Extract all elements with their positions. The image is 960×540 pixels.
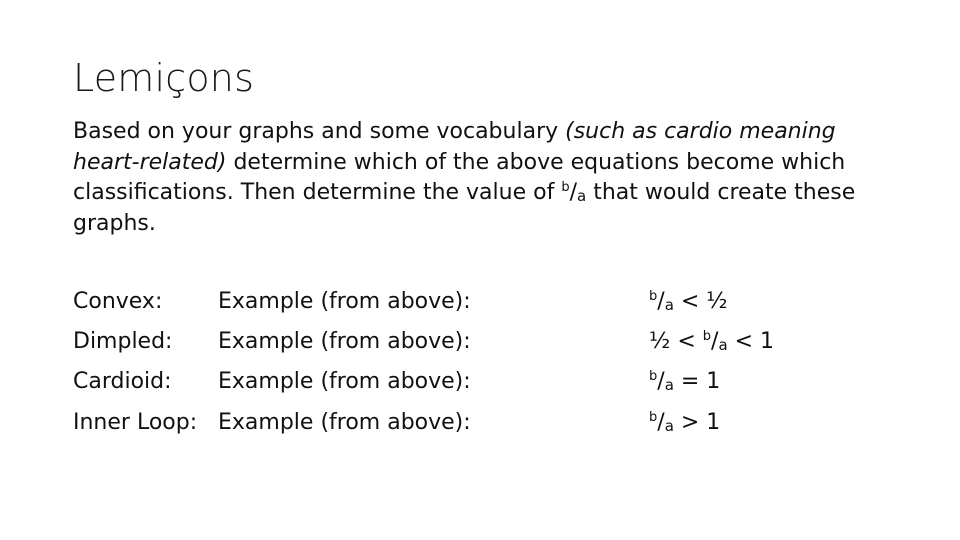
fraction-denominator: a [577,187,587,205]
condition-suffix: > 1 [673,410,721,435]
classification-label: Dimpled: [73,329,173,354]
fraction-numerator: b [649,410,658,425]
example-prompt: Example (from above): [218,289,471,314]
fraction-numerator: b [649,289,658,304]
ratio-condition [649,362,720,402]
fraction-slash: / [657,369,665,394]
fraction-denominator: a [664,417,674,435]
fraction-denominator: a [664,376,674,394]
fraction-denominator: a [664,296,674,314]
instructions-text-1: Based on your graphs and some vocabulary [73,119,566,144]
example-prompt: Example (from above): [218,410,471,435]
condition-suffix: < ½ [673,289,728,314]
classification-row-cardioid [73,362,893,402]
ratio-condition [649,403,720,443]
fraction-numerator: b [649,369,658,384]
slide-title: Lemiçons [73,56,255,100]
classification-label: Inner Loop: [73,410,198,435]
example-prompt: Example (from above): [218,369,471,394]
condition-prefix: ½ < [649,329,703,354]
ratio-condition [649,282,728,322]
fraction-slash: / [657,410,665,435]
classification-row-convex [73,282,893,322]
instructions-text-2: determine which of the above equations become which classifications. Then determine the value of [73,149,846,205]
fraction-slash: / [569,180,578,205]
classification-row-dimpled [73,322,893,362]
classification-label: Convex: [73,289,163,314]
fraction-slash: / [711,329,719,354]
instructions-text-3: that would create these graphs. [73,180,856,236]
fraction-denominator: a [718,336,728,354]
condition-suffix: < 1 [727,329,775,354]
ratio-condition [649,322,774,362]
classification-label: Cardioid: [73,369,172,394]
fraction-numerator: b [561,180,570,195]
classification-row-inner-loop [73,403,893,443]
fraction-slash: / [657,289,665,314]
instructions-italic-example: (such as cardio meaning heart-related) [73,119,836,175]
condition-suffix: = 1 [673,369,721,394]
example-prompt: Example (from above): [218,329,471,354]
instructions-paragraph [73,117,903,239]
fraction-numerator: b [702,329,712,344]
